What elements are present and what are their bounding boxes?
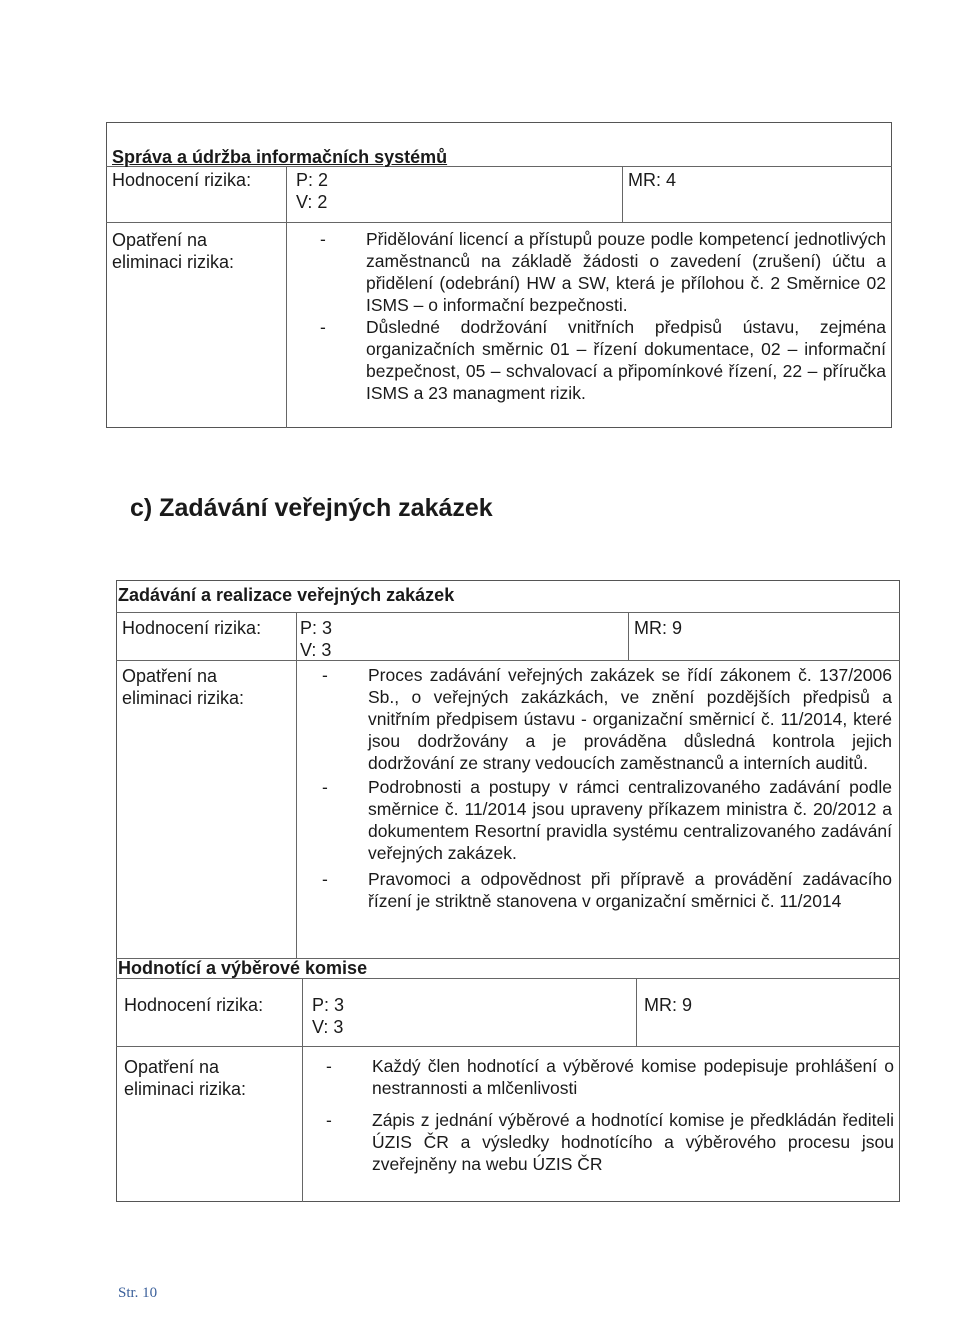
risk-rating-label: Hodnocení rizika: [124, 995, 264, 1015]
divider [116, 660, 900, 661]
list-item: - Důsledné dodržování vnitřních předpisů ústavu, zejména organizačních směrnic 01 – řízení dokumentace, 02 – informační bezpečnost, 05 – schvalovací a připomínkové řízení, 22 – příručka ISMS a 23 managment rizik. [320, 316, 886, 404]
divider [116, 612, 900, 613]
divider [628, 612, 629, 660]
block-title: Správa a údržba informačních systémů [112, 147, 448, 167]
probability-value: P: 2 [296, 170, 329, 190]
divider [302, 978, 303, 1202]
list-item: - Zápis z jednání výběrové a hodnotící komise je předkládán řediteli ÚZIS ČR a výsledky hodnotícího a výběrového procesu jsou zveřejněny na webu ÚZIS ČR [326, 1109, 894, 1175]
block-title: Hodnotící a výběrové komise [118, 958, 368, 978]
risk-score: MR: 4 [628, 170, 677, 190]
risk-score: MR: 9 [634, 618, 683, 638]
measures-list [322, 664, 892, 912]
risk-score: MR: 9 [644, 995, 693, 1015]
probability-value: P: 3 [312, 995, 345, 1015]
block-title: Zadávání a realizace veřejných zakázek [118, 585, 455, 605]
divider [636, 978, 637, 1046]
measures-label: Opatření na [124, 1057, 220, 1077]
list-item: - Proces zadávání veřejných zakázek se řídí zákonem č. 137/2006 Sb., o veřejných zakázkách, ve znění pozdějších předpisů a vnitřním předpisem ústavu - organizační směrnicí č. 11/2014, které jsou dodržovány a je prováděna důsledná kontrola jejich dodržování ze strany vedoucích zaměstnanců a interních auditů. [322, 664, 892, 774]
section-heading: c) Zadávání veřejných zakázek [130, 494, 493, 522]
impact-value: V: 3 [312, 1017, 344, 1037]
measures-label: eliminaci rizika: [122, 688, 245, 708]
measures-label: eliminaci rizika: [124, 1079, 247, 1099]
list-item: - Podrobnosti a postupy v rámci centralizovaného zadávání podle směrnice č. 11/2014 jsou upraveny příkazem ministra č. 20/2012 a dokumentem Resortní pravidla systému centralizovaného zadávání veřejných zakázek. [322, 776, 892, 864]
measures-list [320, 228, 886, 404]
list-item: - Přidělování licencí a přístupů pouze podle kompetencí jednotlivých zaměstnanců na základě žádosti o zavedení (zrušení) účtu a přidělení (odebrání) HW a SW, která je přílohou č. 2 Směrnice 02 ISMS – o informační bezpečnosti. [320, 228, 886, 316]
measures-label: Opatření na [122, 666, 218, 686]
divider [106, 222, 892, 223]
measures-list [326, 1055, 894, 1175]
divider [116, 1046, 900, 1047]
divider [286, 166, 287, 428]
divider [296, 612, 297, 958]
measures-label: eliminaci rizika: [112, 252, 235, 272]
page-number: Str. 10 [118, 1285, 158, 1301]
impact-value: V: 2 [296, 192, 328, 212]
divider [622, 166, 623, 222]
measures-label: Opatření na [112, 230, 208, 250]
list-item: - Každý člen hodnotící a výběrové komise podepisuje prohlášení o nestrannosti a mlčenlivosti [326, 1055, 894, 1099]
risk-rating-label: Hodnocení rizika: [112, 170, 252, 190]
probability-value: P: 3 [300, 618, 333, 638]
risk-rating-label: Hodnocení rizika: [122, 618, 262, 638]
impact-value: V: 3 [300, 640, 332, 660]
list-item: - Pravomoci a odpovědnost při přípravě a provádění zadávacího řízení je striktně stanovena v organizační směrnici č. 11/2014 [322, 868, 892, 912]
